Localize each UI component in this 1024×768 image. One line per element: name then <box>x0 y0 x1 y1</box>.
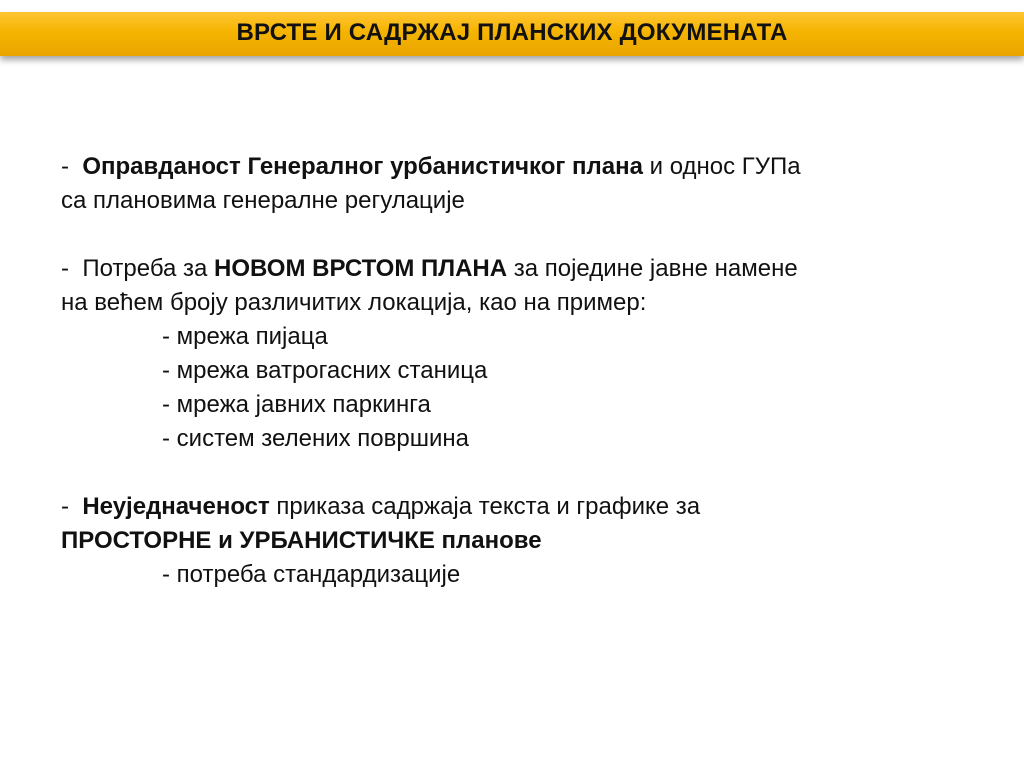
text-run: за поједине јавне намене <box>507 255 798 282</box>
section-3-line-2 <box>61 524 981 558</box>
bold-phrase: ПРОСТОРНЕ и УРБАНИСТИЧКЕ планове <box>61 527 542 554</box>
spacer <box>61 456 981 490</box>
dash: - <box>61 153 83 180</box>
section-1-line-2: са плановима генералне регулације <box>61 187 465 214</box>
section-3-line-1 <box>61 490 981 524</box>
bold-phrase: НОВОМ ВРСТОМ ПЛАНА <box>214 255 508 282</box>
slide-title: ВРСТЕ И САДРЖАЈ ПЛАНСКИХ ДОКУМЕНАТА <box>236 19 788 46</box>
list-item: - мрежа пијаца <box>162 323 328 350</box>
spacer <box>61 218 981 252</box>
list-item: - мрежа ватрогасних станица <box>162 357 488 384</box>
bold-phrase: Оправданост Генералног урбанистичког плана <box>82 153 643 180</box>
slide-content <box>61 150 981 592</box>
text-run: приказа садржаја текста и графике за <box>269 493 701 520</box>
list-item: - систем зелених површина <box>162 425 469 452</box>
text-run: - Потреба за <box>61 255 215 282</box>
bold-phrase: Неуједначеност <box>82 493 270 520</box>
section-1-line-1 <box>61 150 981 184</box>
text-run: и однос ГУПа <box>642 153 801 180</box>
section-2-line-1 <box>61 252 981 286</box>
title-bar <box>0 12 1024 56</box>
dash: - <box>61 493 83 520</box>
list-item: - мрежа јавних паркинга <box>162 391 431 418</box>
section-2-line-2: на већем броју различитих локација, као на пример: <box>61 289 647 316</box>
list-item: - потреба стандардизације <box>162 561 461 588</box>
